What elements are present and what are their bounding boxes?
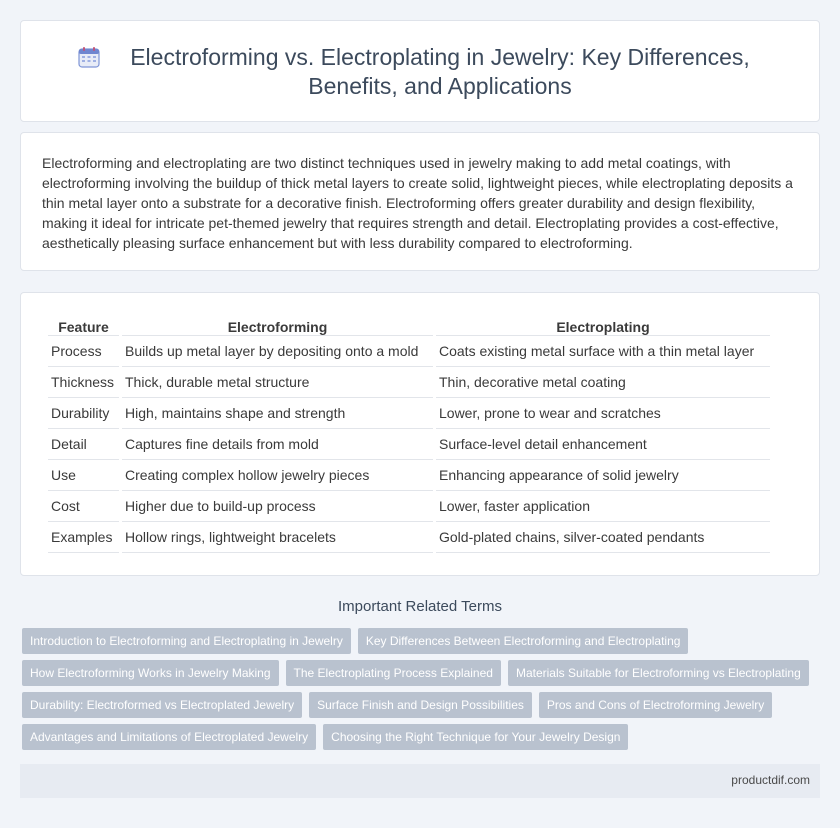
electroforming-cell: Captures fine details from mold [122, 429, 433, 460]
electroforming-cell: Higher due to build-up process [122, 491, 433, 522]
table-row [48, 336, 770, 367]
intro-card [20, 132, 820, 271]
related-tag[interactable]: Choosing the Right Technique for Your Jewelry Design [323, 724, 628, 750]
related-tag[interactable]: Durability: Electroformed vs Electroplated Jewelry [22, 692, 302, 718]
comparison-card [20, 292, 820, 576]
feature-cell: Cost [48, 491, 119, 522]
footer [20, 764, 820, 798]
comparison-table [45, 315, 773, 553]
feature-cell: Thickness [48, 367, 119, 398]
related-tag[interactable]: How Electroforming Works in Jewelry Making [22, 660, 279, 686]
related-tag[interactable]: Introduction to Electroforming and Electroplating in Jewelry [22, 628, 351, 654]
tag-row [22, 724, 822, 750]
electroforming-cell: Creating complex hollow jewelry pieces [122, 460, 433, 491]
tag-row [22, 628, 822, 654]
related-tag[interactable]: Materials Suitable for Electroforming vs Electroplating [508, 660, 809, 686]
page-title: Electroforming vs. Electroplating in Jewelry: Key Differences, Benefits, and Applications [130, 44, 750, 99]
electroplating-cell: Surface-level detail enhancement [436, 429, 770, 460]
related-tag[interactable]: Pros and Cons of Electroforming Jewelry [539, 692, 772, 718]
related-tag[interactable]: Surface Finish and Design Possibilities [309, 692, 532, 718]
electroplating-cell: Lower, prone to wear and scratches [436, 398, 770, 429]
tag-row [22, 692, 822, 718]
related-tag[interactable]: Advantages and Limitations of Electroplated Jewelry [22, 724, 316, 750]
electroplating-cell: Lower, faster application [436, 491, 770, 522]
feature-cell: Process [48, 336, 119, 367]
electroforming-cell: Hollow rings, lightweight bracelets [122, 522, 433, 553]
feature-cell: Use [48, 460, 119, 491]
electroplating-cell: Coats existing metal surface with a thin metal layer [436, 336, 770, 367]
table-row [48, 491, 770, 522]
feature-cell: Detail [48, 429, 119, 460]
feature-cell: Examples [48, 522, 119, 553]
title-card [20, 20, 820, 122]
electroplating-cell: Gold-plated chains, silver-coated pendants [436, 522, 770, 553]
header-feature: Feature [48, 315, 119, 336]
electroplating-cell: Enhancing appearance of solid jewelry [436, 460, 770, 491]
electroplating-cell: Thin, decorative metal coating [436, 367, 770, 398]
table-row [48, 429, 770, 460]
header-electroplating: Electroplating [436, 315, 770, 336]
electroforming-cell: High, maintains shape and strength [122, 398, 433, 429]
electroforming-cell: Builds up metal layer by depositing onto a mold [122, 336, 433, 367]
header-electroforming: Electroforming [122, 315, 433, 336]
table-row [48, 398, 770, 429]
related-tag[interactable]: Key Differences Between Electroforming and Electroplating [358, 628, 689, 654]
related-tag[interactable]: The Electroplating Process Explained [286, 660, 501, 686]
related-terms-title: Important Related Terms [338, 598, 502, 615]
related-terms [22, 628, 822, 756]
electroforming-cell: Thick, durable metal structure [122, 367, 433, 398]
tag-row [22, 660, 822, 686]
footer-source[interactable]: productdif.com [731, 773, 810, 787]
feature-cell: Durability [48, 398, 119, 429]
intro-paragraph: Electroforming and electroplating are two distinct techniques used in jewelry making to add metal coatings, with electroforming involving the buildup of thick metal layers to create solid, lightweight pieces, while electroplating deposits a thin metal layer onto a substrate for a decorative finish. Electroforming offers greater durability and design flexibility, making it ideal for intricate pet-themed jewelry that requires strength and detail. Electroplating provides a cost-effective, aesthetically pleasing surface enhancement but with less durability compared to electroforming. [42, 155, 793, 251]
table-row [48, 460, 770, 491]
table-row [48, 522, 770, 553]
table-row [48, 367, 770, 398]
table-header-row [48, 315, 770, 336]
